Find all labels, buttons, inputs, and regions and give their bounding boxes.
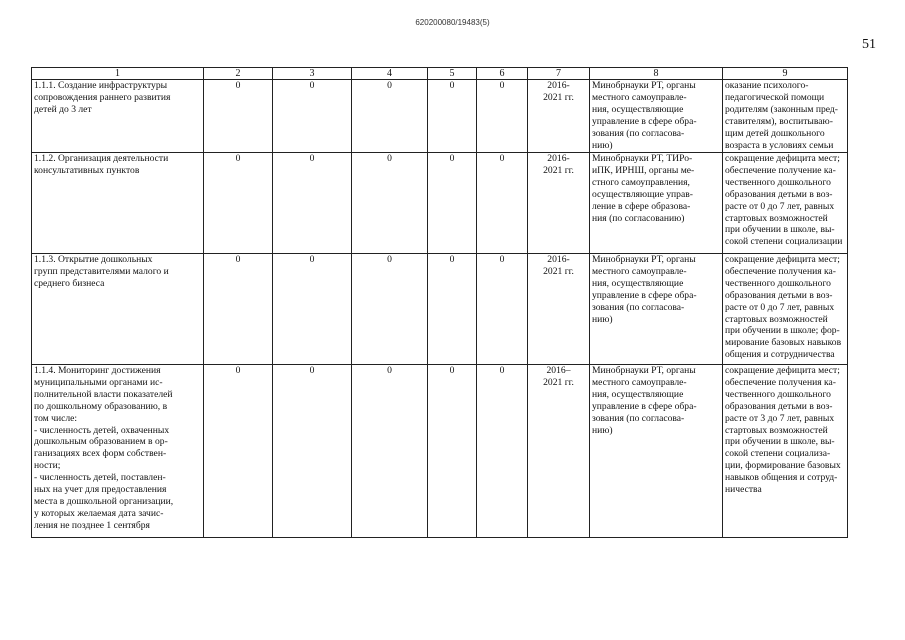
expected-result-cell-line: при обучении в школе, вы- (725, 436, 835, 448)
activity-name-cell-line: групп представителями малого и (34, 265, 169, 277)
expected-result-cell-line: сокращение дефицита мест; (725, 365, 840, 376)
header-cell: 3 (273, 68, 352, 80)
expected-result-cell-line: стартовых возможностей (725, 424, 828, 436)
period-cell-line: 2021 гг. (543, 91, 574, 103)
period-cell-line: 2016- (547, 254, 570, 265)
expected-result-cell-line: ничества (725, 484, 762, 496)
value-cell: 0 (273, 365, 352, 538)
expected-result-cell-line: обеспечение получения ка- (725, 376, 836, 388)
activity-name-cell-line: дошкольным образованием в ор- (34, 436, 168, 448)
header-cell: 9 (723, 68, 848, 80)
value-cell: 0 (428, 80, 477, 153)
expected-result-cell-line: родителям (законным пред- (725, 103, 838, 115)
executors-cell-line: местного самоуправле- (592, 265, 687, 277)
executors-cell-line: Минобрнауки РТ, ТИРо- (592, 153, 693, 164)
activity-name-cell-line: ности; (34, 460, 61, 472)
expected-result-cell-line: обеспечение получение ка- (725, 164, 836, 176)
value-cell: 0 (273, 80, 352, 153)
activity-name-cell (32, 153, 204, 254)
period-cell-line: 2016- (547, 80, 570, 91)
expected-result-cell-line: навыков общения и сотруд- (725, 472, 838, 484)
activity-name-cell-line: - численность детей, поставлен- (34, 472, 166, 484)
activity-name-cell-line: том числе: (34, 412, 78, 424)
activity-name-cell-line: у которых желаемая дата зачис- (34, 507, 164, 519)
value-cell: 0 (477, 80, 528, 153)
activity-name-cell-line: 1.1.3. Открытие дошкольных (34, 254, 153, 265)
header-cell: 4 (352, 68, 428, 80)
activity-name-cell-line: - численность детей, охваченных (34, 424, 170, 436)
value-cell: 0 (204, 153, 273, 254)
executors-cell-line: Минобрнауки РТ, органы (592, 254, 696, 265)
expected-result-cell-line: образования детьми в воз- (725, 400, 833, 412)
period-cell (528, 254, 590, 365)
header-cell: 7 (528, 68, 590, 80)
document-id: 620200080/19483(5) (415, 18, 490, 27)
page-number: 51 (862, 37, 876, 52)
executors-cell-line: управление в сфере обра- (592, 289, 697, 301)
value-cell: 0 (352, 254, 428, 365)
expected-result-cell (723, 80, 848, 153)
expected-result-cell-line: общения и сотрудничества (725, 349, 835, 361)
executors-cell-line: осуществляющие управ- (592, 188, 693, 200)
executors-cell-line: ния, осуществляющие (592, 277, 684, 289)
executors-cell-line: стного самоуправления, (592, 176, 690, 188)
activities-table (31, 67, 848, 538)
expected-result-cell (723, 365, 848, 538)
value-cell: 0 (428, 365, 477, 538)
value-cell: 0 (273, 153, 352, 254)
value-cell: 0 (273, 254, 352, 365)
activity-name-cell-line: ганизациях всех форм собствен- (34, 448, 167, 460)
header-cell: 8 (590, 68, 723, 80)
value-cell: 0 (477, 254, 528, 365)
period-cell-line: 2016- (547, 153, 570, 164)
expected-result-cell-line: образования детьми в воз- (725, 289, 833, 301)
value-cell: 0 (204, 365, 273, 538)
header-row (32, 68, 848, 80)
table-row (32, 365, 848, 538)
executors-cell-line: нию) (592, 313, 613, 325)
executors-cell (590, 254, 723, 365)
period-cell (528, 80, 590, 153)
period-cell-line: 2021 гг. (543, 164, 574, 176)
executors-cell-line: зования (по согласова- (592, 412, 685, 424)
activity-name-cell-line: муниципальными органами ис- (34, 376, 163, 388)
executors-cell-line: управление в сфере обра- (592, 115, 697, 127)
value-cell: 0 (204, 80, 273, 153)
value-cell: 0 (204, 254, 273, 365)
expected-result-cell-line: оказание психолого- (725, 80, 809, 91)
activity-name-cell-line: 1.1.4. Мониторинг достижения (34, 365, 161, 376)
header-cell: 2 (204, 68, 273, 80)
executors-cell (590, 365, 723, 538)
expected-result-cell (723, 254, 848, 365)
activity-name-cell-line: полнительной власти показателей (34, 388, 173, 400)
expected-result-cell-line: возраста в условиях семьи (725, 139, 834, 151)
period-cell-line: 2021 гг. (543, 376, 574, 388)
activity-name-cell-line: места в дошкольной организации, (34, 495, 174, 507)
activity-name-cell-line: консультативных пунктов (34, 164, 140, 176)
expected-result-cell-line: сокой степени социализации (725, 236, 843, 248)
expected-result-cell-line: мирование базовых навыков (725, 337, 842, 349)
period-cell-line: 2021 гг. (543, 265, 574, 277)
expected-result-cell-line: расте от 0 до 7 лет, равных (725, 301, 835, 313)
period-cell (528, 365, 590, 538)
expected-result-cell-line: сокращение дефицита мест; (725, 254, 840, 265)
executors-cell-line: ния, осуществляющие (592, 388, 684, 400)
executors-cell-line: местного самоуправле- (592, 376, 687, 388)
activity-name-cell (32, 365, 204, 538)
header-cell: 5 (428, 68, 477, 80)
expected-result-cell-line: стартовых возможностей (725, 313, 828, 325)
executors-cell-line: Минобрнауки РТ, органы (592, 80, 696, 91)
activity-name-cell (32, 254, 204, 365)
activity-name-cell-line: по дошкольному образованию, в (34, 400, 168, 412)
value-cell: 0 (477, 153, 528, 254)
executors-cell-line: местного самоуправле- (592, 91, 687, 103)
executors-cell-line: нию) (592, 139, 613, 151)
value-cell: 0 (428, 254, 477, 365)
value-cell: 0 (352, 153, 428, 254)
expected-result-cell-line: ции, формирование базовых (725, 460, 841, 472)
activity-name-cell-line: ных на учет для предоставления (34, 484, 167, 496)
expected-result-cell-line: щим детей дошкольного (725, 127, 825, 139)
period-cell (528, 153, 590, 254)
value-cell: 0 (352, 365, 428, 538)
expected-result-cell-line: при обучении в школе; фор- (725, 325, 840, 337)
expected-result-cell (723, 153, 848, 254)
activity-name-cell-line: сопровождения раннего развития (34, 91, 171, 103)
value-cell: 0 (477, 365, 528, 538)
expected-result-cell-line: чественного дошкольного (725, 277, 831, 289)
value-cell: 0 (428, 153, 477, 254)
expected-result-cell-line: чественного дошкольного (725, 388, 831, 400)
executors-cell-line: зования (по согласова- (592, 301, 685, 313)
expected-result-cell-line: обеспечение получения ка- (725, 265, 836, 277)
executors-cell-line: ния, осуществляющие (592, 103, 684, 115)
activity-name-cell-line: детей до 3 лет (34, 103, 92, 115)
expected-result-cell-line: чественного дошкольного (725, 176, 831, 188)
table-row (32, 80, 848, 153)
executors-cell-line: нию) (592, 424, 613, 436)
header-cell: 1 (32, 68, 204, 80)
expected-result-cell-line: расте от 3 до 7 лет, равных (725, 412, 835, 424)
executors-cell-line: ния (по согласованию) (592, 212, 685, 224)
activity-name-cell-line: 1.1.1. Создание инфраструктуры (34, 80, 168, 91)
expected-result-cell-line: педагогической помощи (725, 91, 825, 103)
activity-name-cell-line: ления не позднее 1 сентября (34, 519, 150, 531)
expected-result-cell-line: стартовых возможностей (725, 212, 828, 224)
expected-result-cell-line: расте от 0 до 7 лет, равных (725, 200, 835, 212)
table-row (32, 153, 848, 254)
period-cell-line: 2016– (546, 365, 571, 376)
activity-name-cell (32, 80, 204, 153)
expected-result-cell-line: ставителям), воспитываю- (725, 115, 833, 127)
executors-cell (590, 80, 723, 153)
executors-cell (590, 153, 723, 254)
header-cell: 6 (477, 68, 528, 80)
activity-name-cell-line: 1.1.2. Организация деятельности (34, 153, 169, 164)
executors-cell-line: Минобрнауки РТ, органы (592, 365, 696, 376)
executors-cell-line: иПК, ИРНШ, органы ме- (592, 164, 695, 176)
executors-cell-line: зования (по согласова- (592, 127, 685, 139)
expected-result-cell-line: образования детьми в воз- (725, 188, 833, 200)
table-row (32, 254, 848, 365)
value-cell: 0 (352, 80, 428, 153)
executors-cell-line: ление в сфере образова- (592, 200, 691, 212)
expected-result-cell-line: сокой степени социализа- (725, 448, 831, 460)
executors-cell-line: управление в сфере обра- (592, 400, 697, 412)
expected-result-cell-line: сокращение дефицита мест; (725, 153, 840, 164)
activity-name-cell-line: среднего бизнеса (34, 277, 105, 289)
expected-result-cell-line: при обучении в школе, вы- (725, 224, 835, 236)
